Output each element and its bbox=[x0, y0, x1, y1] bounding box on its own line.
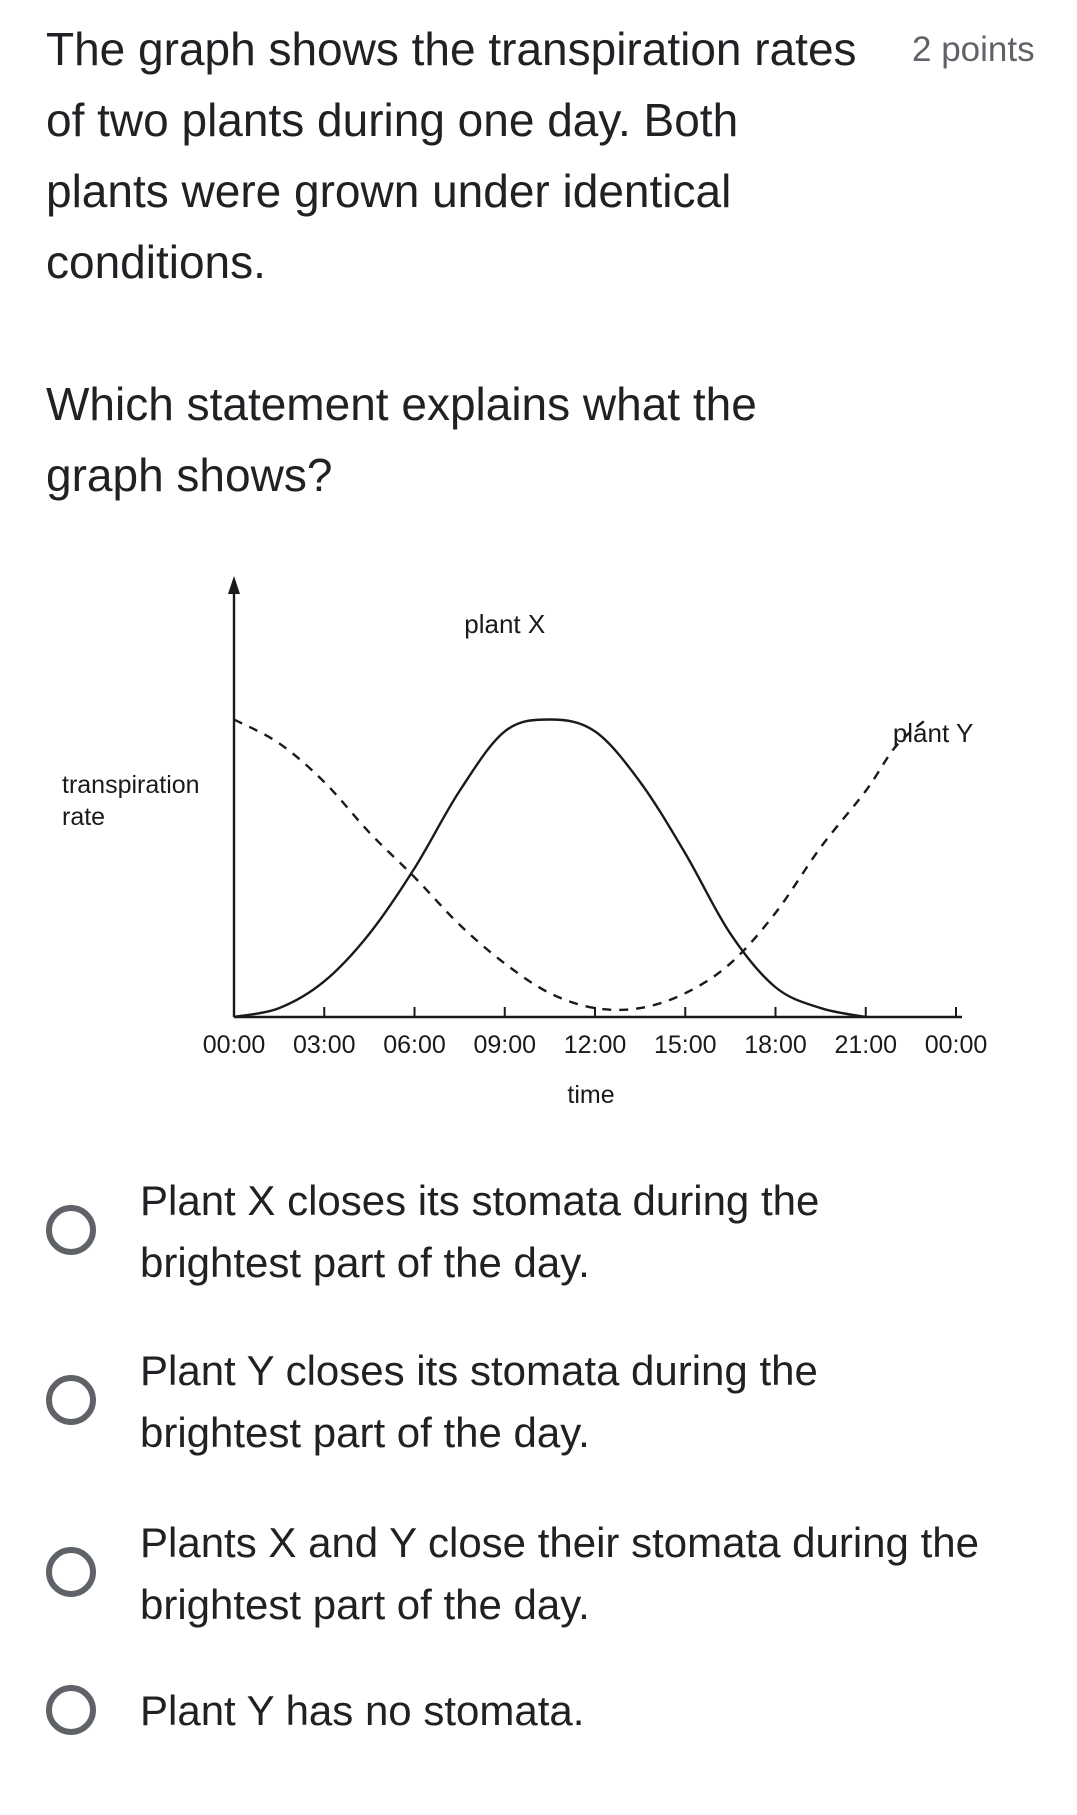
transpiration-chart bbox=[46, 570, 1026, 1140]
question-text bbox=[46, 14, 886, 511]
series-label-plant-x: plant X bbox=[464, 609, 546, 639]
radio-button[interactable] bbox=[46, 1205, 96, 1255]
option-label: Plant X closes its stomata during the brightest part of the day. bbox=[140, 1177, 820, 1286]
x-tick-label: 12:00 bbox=[563, 1031, 627, 1059]
chart-svg bbox=[46, 570, 1026, 1140]
option-label: Plant Y closes its stomata during the brightest part of the day. bbox=[140, 1347, 818, 1456]
points-label: 2 points bbox=[912, 30, 1035, 69]
x-tick-label: 15:00 bbox=[653, 1031, 717, 1059]
question-line: of two plants during one day. Both bbox=[46, 94, 739, 146]
question-line: plants were grown under identical bbox=[46, 165, 732, 217]
chart-series bbox=[234, 719, 926, 1017]
series-line-plant-x bbox=[234, 720, 866, 1018]
y-axis-label: transpiration bbox=[62, 771, 200, 799]
x-tick-label: 03:00 bbox=[292, 1031, 356, 1059]
x-axis-label: time bbox=[567, 1081, 615, 1109]
radio-button[interactable] bbox=[46, 1375, 96, 1425]
question-line: Which statement explains what the bbox=[46, 378, 757, 430]
option-label: Plant Y has no stomata. bbox=[140, 1687, 585, 1734]
series-line-plant-y bbox=[234, 720, 926, 1010]
chart-axes bbox=[228, 576, 962, 1017]
x-tick-label: 00:00 bbox=[202, 1031, 266, 1059]
y-axis-arrow bbox=[228, 576, 240, 594]
x-tick-labels bbox=[203, 1031, 988, 1059]
series-label-plant-y: plant Y bbox=[892, 718, 974, 748]
x-tick-label: 21:00 bbox=[834, 1031, 898, 1059]
x-tick-label: 06:00 bbox=[383, 1031, 446, 1059]
radio-button[interactable] bbox=[46, 1685, 96, 1735]
x-tick-label: 18:00 bbox=[744, 1031, 807, 1059]
x-tick-label: 09:00 bbox=[473, 1031, 537, 1059]
y-axis-label: rate bbox=[62, 803, 106, 831]
question-line: The graph shows the transpiration rates bbox=[46, 23, 857, 75]
question-line: conditions. bbox=[46, 236, 266, 288]
question-line: graph shows? bbox=[46, 449, 333, 501]
option-label: Plants X and Y close their stomata during the brightest part of the day. bbox=[140, 1519, 979, 1628]
series-labels bbox=[464, 609, 973, 748]
radio-button[interactable] bbox=[46, 1547, 96, 1597]
x-tick-label: 00:00 bbox=[924, 1031, 988, 1059]
